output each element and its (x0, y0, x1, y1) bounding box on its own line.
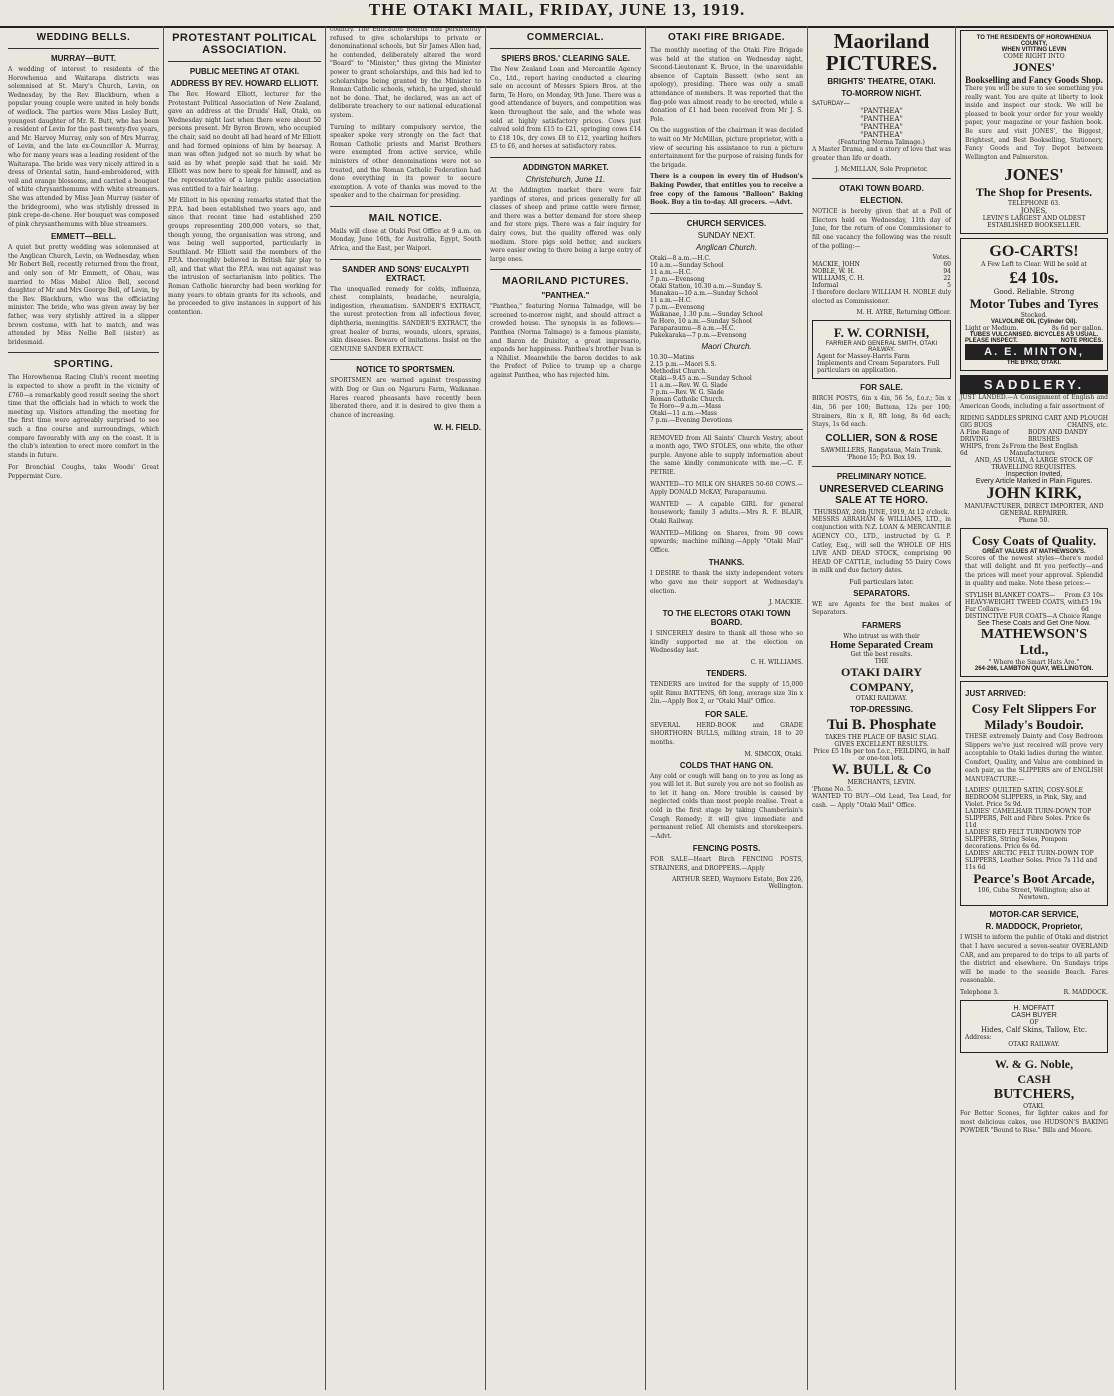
pearces-address: 106, Cuba Street, Wellington; also at Newtown. (977, 887, 1091, 902)
plain-figures: Every Article Marked in Plain Figures. (975, 477, 1093, 485)
coat-item: HEAVY-WEIGHT TWEED COATS, with Fur Collars— (965, 598, 1082, 613)
service-line: 11 a.m.—H.C. (650, 296, 693, 304)
saddlery-item: From the Best English Manufacturers (1009, 442, 1078, 457)
other-services (650, 354, 803, 424)
film-title-list (812, 107, 951, 139)
wanted-girl-notice: WANTED — A capable GIRL for general housework; family 3 adults.—Mrs R. F. BLAIR, Otaki Railway. (650, 500, 803, 526)
fire-brigade-heading: OTAKI FIRE BRIGADE. (667, 32, 786, 43)
ppa-continued-1: country. The Education Boards had persistently refused to give scholarships to private or denominational schools, but Sir James Allen had, he contended, deliberately altered the word "Board" to "Minister," thus giving the Minister power to grant scholarships, and this had led to scholarships being granted by the Minister to Roman Catholic schools, which, he urged, should not be done. That, he declared, was an act of deliberate treachery to our national educational system. (330, 26, 481, 119)
stocked: Stocked. (1020, 312, 1048, 320)
candidate-name: WILLIAMS, C. H. (812, 275, 865, 283)
sunday-next: SUNDAY NEXT. (697, 230, 756, 240)
clearing-sale-date: THURSDAY, 26th JUNE, 1919, At 12 o'clock. (813, 508, 950, 516)
noble-cash: CASH (1017, 1072, 1051, 1087)
election-text: NOTICE is hereby given that at a Poll of Electors held on Wednesday, 11th day of June, for the return of one Commissioner to fill one vacancy the following was the result of the polling:— (812, 208, 951, 250)
best-results: Get the best results. (850, 651, 913, 659)
divider (812, 178, 951, 179)
column-7 (956, 26, 1112, 1390)
bulls-signature: M. SIMCOX, Otaki. (744, 750, 803, 758)
divider (490, 269, 641, 270)
saddlery-row (960, 422, 1108, 429)
service-line: Manakau—10 a.m.—Sunday School (650, 289, 758, 297)
divider (650, 213, 803, 214)
commercial-heading: COMMERCIAL. (526, 32, 605, 43)
divider (330, 259, 481, 260)
masthead (0, 0, 1114, 22)
jones-header-1: TO THE RESIDENTS OF HOROWHENUA COUNTY, (976, 35, 1092, 47)
w-bull-trade: MERCHANTS, LEVIN. (847, 779, 916, 787)
film-title: "PANTHEA" (860, 131, 903, 139)
colds-text: Any cold or cough will hang on to you as long as you will let it. But surely you are not so foolish as to let it hang on. More trouble is caused by neglected colds than most people realise. Treat a cold in the first stage by taking Chamberlain's Cough Remedy; it will give immediate and permanent relief. All chemists and storekeepers.—Advt. (650, 772, 803, 840)
jones-big: JONES' (1004, 165, 1064, 185)
slipper-item: LADIES' ARCTIC FELT TURN-DOWN TOP SLIPPERS, Leather Soles. Price 7s 11d and 11s 6d (965, 850, 1098, 872)
john-kirk: JOHN KIRK, (986, 484, 1082, 502)
motor-tubes: Motor Tubes and Tyres (969, 296, 1099, 312)
clearing-sale-heading: UNRESERVED CLEARING SALE AT TE HORO. (819, 483, 944, 506)
saddlery-travelling: AND, AS USUAL, A LARGE STOCK OF TRAVELLING REQUISITES. (975, 456, 1093, 471)
film-description: A Master Drama, and a story of love that was greater than life or death. (812, 146, 951, 162)
mathewsons-slogan: " Where the Smart Hats Are." (988, 658, 1080, 666)
anglican-services (650, 255, 803, 339)
service-line: 2.15 p.m.—Maori S.S. (650, 360, 717, 368)
vote-row (812, 275, 951, 282)
electors-text: I SINCERELY desire to thank all those who so kindly supported me at the election on Wednesday last. (650, 630, 803, 655)
masthead-title: THE OTAKI MAIL, FRIDAY, JUNE 13, 1919. (368, 0, 746, 19)
saddlery-text: JUST LANDED.—A Consignment of English and American Goods, including a fair assortment of (960, 394, 1108, 410)
sanders-heading: SANDER AND SONS' EUCALYPTI EXTRACT. (342, 264, 469, 283)
maoriland-when: TO-MORROW NIGHT. (841, 89, 922, 98)
sportsmen-text: SPORTSMEN are warned against trespassing with Dog or Gun on Ngaruru Farm, Waikanae. Hares reared pheasants have recently been liberated there, and it is desired to give them a chance of increasing. (330, 377, 481, 419)
moffatt-ad (960, 1000, 1108, 1053)
see-these-coats: See These Coats and Get One Now. (977, 619, 1091, 627)
votes-table (812, 261, 951, 289)
coat-row (965, 592, 1103, 599)
collier-phone: 'Phone 15; P.O. Box 19. (846, 453, 917, 461)
service-line: Methodist Church. (650, 367, 708, 375)
saddlery-item: A Fine Range of DRIVING (960, 428, 1009, 443)
please-inspect: PLEASE INSPECT. (965, 338, 1018, 345)
saddlery-items (960, 415, 1108, 457)
service-line: 11 a.m.—H.C. (650, 268, 693, 276)
tui-takes-place: TAKES THE PLACE OF BASIC SLAG. (824, 734, 939, 742)
service-line: 10 a.m.—Sunday School (650, 261, 724, 269)
moffatt-goods: Hides, Calf Skins, Tallow, Etc. (980, 1026, 1088, 1035)
ppa-article-2: Mr Elliott in his opening remarks stated that the P.P.A. had been established two years ago, and since that recent time had established 250 groups representing 200,000 voters, so that, though young, the organisation was strong, and was being well supported, particularly in Southland. Mr Elliott said the members of the P.P.A. thoroughly believed in British fair play to all, and that what the P.P.A. was out against was the intrusion of sectarianism into politics. The Roman Catholic hierarchy had been working for many years to obtain grants for its schools, and he proceeded to give instances in support of his contention. (168, 197, 321, 316)
jones-name: JONES, (1020, 207, 1048, 216)
dairy-company-name: OTAKI DAIRY COMPANY, (840, 665, 923, 695)
column-2 (164, 26, 326, 1390)
maori-church: Maori Church. (701, 341, 752, 351)
minton-location: THE BYKO, OTAKI. (1006, 360, 1062, 367)
cosy-coats-heading: Cosy Coats of Quality. (971, 532, 1097, 548)
electors-heading: TO THE ELECTORS OTAKI TOWN BOARD. (662, 609, 791, 628)
film-featuring: (Featuring Norma Talmage.) (838, 139, 925, 146)
john-kirk-phone: Phone 50. (1018, 516, 1050, 524)
service-line: 10.30—Matins (650, 353, 695, 361)
birch-posts-text: BIRCH POSTS, 6in x 4in, 56 5s, f.o.r.; 5in x 4in, 56 per 100; Battens, 12s per 100; Strainers, 8in x 8, 8ft long, 8s 6d each; Stays, 1s 6d each. (812, 395, 951, 429)
sportsmen-heading: NOTICE TO SPORTSMEN. (356, 365, 455, 375)
mathewsons-address: 264-266, LAMBTON QUAY, WELLINGTON. (974, 665, 1094, 672)
jones-header-5: Bookselling and Fancy Goods Shop. (965, 75, 1103, 85)
column-6 (808, 26, 956, 1390)
go-carts-quality: Good. Reliable. Strong (993, 288, 1075, 297)
church-services-heading: CHURCH SERVICES. (686, 218, 767, 228)
service-line: Pukekaraka—7 p.m.—Evensong (650, 331, 747, 339)
service-line: Te Horo—9 a.m.—Mass (650, 402, 722, 410)
saddlery-item: CHAINS, etc. (1067, 421, 1108, 429)
service-line: Roman Catholic Church. (650, 395, 725, 403)
candidate-name: Informal (812, 282, 839, 290)
service-line: 11 a.m.—Rev. W. G. Slade (650, 381, 728, 389)
column-3 (326, 26, 486, 1390)
divider (490, 157, 641, 158)
jones-telephone: TELEPHONE 63. (1007, 200, 1060, 208)
anglican-church: Anglican Church. (696, 242, 757, 252)
coat-row (965, 599, 1103, 613)
sporting-article: The Horowhenua Racing Club's recent meeting is expected to show a profit in the vicinity of £760—a remarkably good result seeing the short time that the officials had in which to work the meeting up. Visitors attending the meeting for the first time were agreeably surprised to see such a fine course and surroundings, which compare favourably with any on the coast. It is the club's intention to erect more comfort in the stands in future. (8, 374, 159, 459)
film-proprietor: J. McMILLAN, Sole Proprietor. (835, 166, 928, 174)
sportsmen-signature: W. H. FIELD. (433, 423, 481, 433)
go-carts-price: £4 10s. (1009, 268, 1059, 288)
fire-brigade-text-2: On the suggestion of the chairman it was decided to wait on Mr McMillan, picture proprietor, with a view of securing his assistance to run a picture entertainment for the purpose of raising funds for the brigade. (650, 127, 803, 169)
moffatt-address: OTAKI RAILWAY. (1008, 1041, 1060, 1049)
farmers-text: Who intrust us with their (843, 633, 920, 641)
addington-text: At the Addington market there were fair yardings of stores, and prices generally for all classes of sheep and prime cattle were firmer, and there was a better demand for store sheep and for store pigs. There was a fair inquiry for dairy cows, but the quality offered was only medium. Store pigs sold better, and suckers were easier owing to there being a large entry of large ones. (490, 186, 641, 263)
cornish-trade: FARRIER AND GENERAL SMITH, OTAKI RAILWAY. (825, 341, 938, 354)
jones-header-2: WHEN VITITING LEVIN (1001, 47, 1067, 53)
service-line: 7 p.m.—Evensong (650, 275, 705, 283)
returning-officer: M. H. AYRE, Returning Officer. (856, 309, 951, 317)
service-line: Otaki—8 a.m.—H.C. (650, 254, 711, 262)
column-5 (646, 26, 808, 1390)
ppa-article-1: The Rev. Howard Elliott, lecturer for the Protestant Political Association of New Zealand, gave an address at the Druids' Hall, Otaki, on Wednesday night last when there were about 50 persons present. Mr Byron Brown, who occupied the chair, said no doubt all had heard of Mr Elliott and had formed opinions of him by hearsay. A man was often judged not so much by what he said as by what people said that he said. Mr Elliott was now here to speak for himself, and as the representative of a large public association was entitled to a fair hearing. (168, 91, 322, 193)
candidate-name: NOBLE, W. H. (812, 268, 855, 276)
maddock-proprietor: R. MADDOCK, Proprietor, (985, 922, 1083, 932)
tubes-vulcanised: TUBES VULCANISED. BICYCLES AS USUAL. (969, 332, 1099, 339)
maoriland-title: Maoriland PICTURES. (825, 29, 938, 75)
moffatt-address-label: Address: (965, 1034, 992, 1042)
john-kirk-trade: MANUFACTURER, DIRECT IMPORTER, AND GENERAL REPAIRER. (964, 502, 1104, 517)
maddock-telephone: Telephone 3. (960, 989, 999, 997)
mathewsons-name: MATHEWSON'S Ltd., (980, 626, 1088, 658)
motor-car-service: MOTOR-CAR SERVICE, (989, 910, 1079, 920)
note-prices: NOTE PRICES. (1060, 338, 1103, 345)
votes-header: Votes. (932, 254, 951, 262)
service-line: 7 p.m.—Rev. W. G. Slade (650, 388, 724, 396)
saddlery-row (960, 443, 1108, 457)
coat-item: DISTINCTIVE FUR COATS—A Choice Range (965, 612, 1102, 620)
coat-row (965, 613, 1103, 620)
fire-brigade-text-1: The monthly meeting of the Otaki Fire Brigade was held at the station on Wednesday night, Second-Lieutenant K. Bruce, in the unavoidable absence of Captain Bassett (who sent an apology), presiding. There was only a small attendance of members. It was reported that the flag-pole was almost ready to be erected, while a donation of £1 had been received from Mr J. S. Pole. (650, 47, 803, 123)
wedding-subheading-2: EMMETT—BELL. (51, 232, 116, 242)
film-title: "PANTHEA" (860, 115, 903, 123)
coat-item: STYLISH BLANKET COATS— (965, 591, 1056, 599)
fencing-heading: FENCING POSTS. (692, 844, 761, 854)
slipper-list (965, 787, 1103, 871)
service-line: 7 p.m.—Evensong (650, 303, 705, 311)
wedding-article-2: A quiet but pretty wedding was solemnised at the Anglican Church, Levin, on Wednesday, when Mr Robert Bell, recently returned from the front, and only son of Mr Emmett, of Ohau, was married to Miss Mabel Alice Bell, second daughter of Mr and Mrs George Bell, of Levin, by the Rev. Blackburn, who was the officiating minister. The bride, who was given away by her father, was very stylishly attired in a slipper brown costume, with hat to match, and was attended by Miss Nellie Bell (sister) as bridesmaid. (8, 244, 159, 346)
ppa-subheading-1: PUBLIC MEETING AT OTAKI. (189, 67, 300, 76)
service-line: Waikanae, 1.30 p.m.—Sunday School (650, 310, 763, 318)
mail-notice-heading: MAIL NOTICE. (368, 212, 443, 224)
baking-powder-ad: For Better Scones, for lighter cakes and for most delicious cakes, use HUDSON'S BAKING POWDER "Bound to Rise." Bills and Moore. (960, 1110, 1108, 1135)
full-particulars: Full particulars later. (849, 578, 914, 586)
minton-name: A. E. MINTON, (965, 344, 1103, 360)
go-carts-heading: GO-CARTS! (989, 243, 1079, 261)
moffatt-cash-buyer: CASH BUYER (1011, 1012, 1057, 1020)
top-dressing-heading: TOP-DRESSING. (850, 705, 913, 715)
candidate-votes: 60 (943, 261, 951, 269)
go-carts-text: A Few Left to Clear. Will be sold at (981, 261, 1087, 269)
election-declaration: I therefore declare WILLIAM H. NOBLE duly elected as Commissioner. (812, 289, 951, 305)
divider (650, 429, 803, 430)
inspection-invited: Inspection Invited, (1005, 470, 1063, 478)
separators-heading: SEPARATORS. (853, 588, 910, 598)
collier-trade: SAWMILLERS, Rangataua, Main Trunk. (820, 446, 943, 454)
coat-price: From £3 10s (1064, 591, 1103, 599)
separators-text: WE are Agents for the best makes of Separators. (812, 600, 951, 617)
service-line: Paraparaumu—8 a.m.—H.C. (650, 324, 736, 332)
farmers-heading: FARMERS (861, 621, 902, 631)
ppa-continued-2: Turning to military compulsory service, the speaker spoke very strongly on the fact that Roman Catholic priests and Marist Brothers were exempted from active service, while ministers of other denominations were not so treated, and the Roman Catholic Federation had done everything in its power to secure exemption. A vote of thanks was moved to the speaker and to the chairman for presiding. (330, 123, 481, 200)
vote-row (812, 268, 951, 275)
ppa-heading: PROTESTANT POLITICAL ASSOCIATION. (172, 32, 317, 56)
wedding-article-1: A wedding of interest to residents of the Horowhenua and Waitarapa districts was solemnised at St. Mary's Church, Levin, on Wednesday, by the Rev. Blackburn, when a popular young couple were united in holy bonds of wedlock. The parties were Miss Lesley Butt, youngest daughter of Mr. R. Butt, who has been a resident of Levin for the past twenty-five years, and Mr. Harvey Murray, only son of Mrs Murray, of Levin, and the late ex-Councillor A. Murray, who for many years was a leading resident of the Waitarapa. The bride was very nicely attired in a dress of Oriental satin, hand-embroidered, with veil and orange blossoms, and carried a bouquet of white chrysanthemums with white streamers. She was attended by Miss Jean Murray (sister of the bridegroom), who was stylishly dressed in pink crepe-de-chene. Her bouquet was composed of pink chrysanthemums with blue streamers. (8, 66, 159, 228)
mail-notice-text: Mails will close at Otaki Post Office at 9 a.m. on Monday, June 16th, for Australia, Egypt, South Africa, and the East, per Waipori. (330, 227, 481, 253)
for-sale-heading: FOR SALE. (705, 709, 748, 719)
service-line: Otaki—11 a.m.—Mass (650, 409, 717, 417)
jones-sub: LEVIN'S LARGEST AND OLDEST ESTABLISHED BOOKSELLER. (982, 215, 1086, 230)
wanted-lead-text: WANTED TO BUY—Old Lead, Tea Lead, for cash. — Apply "Otaki Mail" Office. (812, 793, 951, 809)
pearces-name: Pearce's Boot Arcade, (973, 871, 1095, 887)
dairy-company-location: OTAKI RAILWAY. (855, 695, 908, 703)
minton-ad (960, 238, 1108, 371)
the-label: THE (874, 658, 889, 666)
noble-name: W. & G. Noble, (994, 1057, 1074, 1072)
ppa-subheading-2: ADDRESS BY REV. HOWARD ELLIOTT. (170, 79, 319, 88)
valvoline-price: 8s 6d per gallon. (1051, 325, 1103, 333)
maoriland-pictures-heading: MAORILAND PICTURES. (502, 276, 629, 288)
cornish-agent: Agent for Massey-Harris Farm Implements and Cream Separators. Full particulars on application. (817, 353, 940, 375)
moffatt-of: OF (1029, 1019, 1039, 1027)
felt-slippers-heading: Cosy Felt Slippers For Milady's Boudoir. (971, 700, 1097, 732)
coat-price-list (965, 592, 1103, 620)
mathewsons-ad (960, 528, 1108, 677)
collier-name: COLLIER, SON & ROSE (825, 432, 938, 444)
pearces-ad (960, 681, 1108, 907)
for-sale-heading: FOR SALE. (860, 383, 903, 393)
saddlery-row (960, 415, 1108, 422)
noble-location: OTAKI. (1023, 1103, 1045, 1111)
saddlery-banner: SADDLERY. (960, 375, 1108, 394)
wanted-milking-notice: WANTED—Milking on Shares, from 90 cows upwards; machine milking.—Apply "Otaki Mail" Office. (650, 529, 803, 554)
divider (490, 48, 641, 49)
cosy-coats-sub: GREAT VALUES AT MATHEWSON'S. (982, 548, 1086, 555)
jones-header-3: COME RIGHT INTO (1003, 53, 1065, 60)
coat-price: £5 19s 6d (1081, 598, 1102, 613)
sanders-text: The unequalled remedy for colds, influenza, chest complaints, headache, neuralgia, indigestion, rheumatism. SANDER'S EXTRACT, the surest protection from all infectious fever, diphtheria, meningitis. SANDER'S EXTRACT, the great healer of burns, wounds, ulcers, sprains, skin diseases. Beware of imitations. Insist on the GENUINE SANDER EXTRACT. (330, 285, 481, 353)
town-board-heading: OTAKI TOWN BOARD. (839, 184, 924, 194)
thanks-text: I DESIRE to thank the sixty independent voters who gave me their support at Wednesday's election. (650, 570, 803, 595)
jones-header-4: JONES' (1012, 60, 1055, 74)
divider (8, 352, 159, 353)
clearing-sale-text: MESSRS ABRAHAM & WILLIAMS, LTD., in conjunction with N.Z. LOAN & MERCANTILE AGENCY CO., LTD., instructed by G. P. Catley, Esq., will sell the WHOLE OF HIS LIVE AND DEAD STOCK, comprising 90 HEAD OF CATTLE, including 55 Dairy Cows in milk and due factory dates. (812, 515, 951, 575)
w-bull-phone: 'Phone No. 5. (812, 786, 853, 794)
wedding-heading: WEDDING BELLS. (36, 32, 131, 43)
jones-ad (960, 30, 1108, 234)
cosy-coats-text: Scores of the newest styles—there's model that will delight and fit you perfectly—and the prices will meet your approval. Splendid in quality and make. Note these prices:— (965, 554, 1103, 588)
saddlery-item: BODY AND DANDY BRUSHES (1027, 428, 1088, 443)
film-title: "PANTHEA" (860, 123, 903, 131)
divider (330, 206, 481, 207)
jones-text: There you will be sure to see something you really want. You are quite at liberty to look inside and inspect our stock. We will be pleased to book your order for your weekly paper, your magazine or your fashion book. Be sure and visit JONES', the Biggest, Brightest, and Best Bookselling, Stationery, Fancy Goods and Toy Depot between Wellington and Palmerston. (965, 85, 1103, 161)
sporting-heading: SPORTING. (53, 359, 114, 371)
thanks-signature: J. MACKIE. (769, 599, 803, 607)
film-title: "PANTHEA" (860, 107, 903, 115)
hudson-coupon-ad: There is a coupon in every tin of Hudson's Baking Powder, that entitles you to receive a free copy of the famous "Balloon" Baking Book. Buy a tin to-day. All grocers. —Advt. (650, 173, 803, 207)
maddock-footer (960, 989, 1108, 996)
vote-row (812, 261, 951, 268)
cough-ad: For Bronchial Coughs, take Woods' Great Peppermint Cure. (8, 464, 159, 480)
fencing-text: FOR SALE—Heart Birch FENCING POSTS, STRAINERS, and DROPPERS.—Apply (650, 856, 803, 872)
felt-slippers-text: THESE extremely Dainty and Cosy Bedroom Slippers we've just received will prove very acceptable to Otaki ladies during the winter. Comfort, Quality, and Value are combined in each pair, as the SLIPPERS are of ENGLISH MANUFACTURE:— (965, 732, 1103, 783)
valvoline-row (965, 325, 1103, 332)
cornish-ad (812, 320, 951, 379)
tui-phosphate: Tui B. Phosphate (826, 717, 937, 734)
service-line: Otaki Station, 10.30 a.m.—Sunday S. (650, 282, 763, 290)
jones-shop-for-presents: The Shop for Presents. (975, 185, 1093, 200)
tenders-heading: TENDERS. (706, 668, 747, 678)
electors-signature: C. H. WILLIAMS. (750, 658, 803, 666)
wanted-milk-notice: WANTED—TO MILK ON SHARES 50-60 COWS.—Apply DONALD McKAY, Paraparaumu. (650, 480, 803, 497)
addington-dateline: Christchurch, June 11. (525, 174, 606, 184)
slipper-item: LADIES' CAMELHAIR TURN-DOWN TOP SLIPPERS, Felt and Fibre Soles. Price 6s 11d (965, 808, 1092, 830)
candidate-votes: 5 (947, 282, 951, 290)
spiers-heading: SPIERS BROS.' CLEARING SALE. (501, 54, 630, 63)
saddlery-item: SPRING CART AND PLOUGH (1017, 414, 1108, 422)
wedding-subheading-1: MURRAY—BUTT. (50, 54, 117, 63)
fencing-signature: ARTHUR SEED, Waymore Estate, Box 226, Wellington. (672, 876, 803, 891)
valvoline-grade: Light or Medium. (965, 325, 1019, 333)
service-line: Te Horo, 10 a.m.—Sunday School (650, 317, 752, 325)
divider (168, 61, 321, 62)
just-arrived: JUST ARRIVED: (965, 688, 1027, 698)
saddlery-item: RIDING SADDLES (960, 414, 1017, 422)
saddlery-row (960, 429, 1108, 443)
slipper-item: LADIES' QUILTED SATIN, COSY-SOLE BEDROOM SLIPPERS, in Pink, Sky, and Violet. Price 5s 9d. (965, 787, 1087, 809)
saddlery-item: GIG BUGS (960, 421, 993, 429)
saddlery-item: WHIPS, from 2s 6d (960, 442, 1009, 457)
panthea-subheading: "PANTHEA." (541, 291, 590, 301)
divider (812, 466, 951, 467)
divider (8, 48, 159, 49)
panthea-text: "Panthea," featuring Norma Talmadge, will be screened to-morrow night, and should attract a crowded house. The synopsis is as follows:—Panthea (Norma Talmage) is a famous pianiste, and Baron de Duisitor, a great impresario, expands her happiness. Panthea's brother Ivan is a Nihilist. Meanwhile the baron decides to ask the Prefect of Police to trump up a charge against Panthea, who has rejected him. (490, 303, 641, 380)
tui-price: Price £5 10s per ton f.o.r., FEILDING, in half or one-ton lots. (813, 748, 950, 763)
colds-heading: COLDS THAT HANG ON. (679, 760, 774, 770)
election-heading: ELECTION. (860, 196, 903, 206)
thanks-heading: THANKS. (708, 558, 745, 568)
addington-heading: ADDINGTON MARKET. (522, 162, 609, 172)
column-1 (4, 26, 164, 1390)
preliminary-notice: PRELIMINARY NOTICE. (836, 471, 927, 481)
divider (330, 359, 481, 360)
valvoline: VALVOLINE OIL (Cylinder Oil). (990, 319, 1077, 326)
maddock-signature: R. MADDOCK. (1063, 989, 1108, 997)
tui-results: GIVES EXCELLENT RESULTS. (834, 741, 929, 749)
cornish-name: F. W. CORNISH, (833, 325, 930, 341)
w-bull-name: W. BULL & Co (831, 762, 932, 779)
vote-row (812, 282, 951, 289)
tenders-text: TENDERS are invited for the supply of 15,000 split Rimu BATTENS, 6ft long, average size 3in x 2in.—Apply Box 2, or "Otaki Mail" Office. (650, 680, 803, 706)
removed-stoles-notice: REMOVED from All Saints' Church Vestry, about a month ago, TWO STOLES, one white, the other purple. Anyone able to supply information about the same kindly communicate with me.—C. F. PETRIE. (650, 434, 803, 477)
moffatt-name: H. MOFFATT (1013, 1005, 1055, 1013)
bulls-text: SEVERAL HERD-BOOK and GRADE SHORTHORN BULLS, milking strain, 18 to 20 months. (650, 721, 803, 746)
service-line: Otaki—9.45 a.m.—Sunday School (650, 374, 752, 382)
candidate-votes: 22 (943, 275, 951, 283)
maddock-text: I WISH to inform the public of Otaki and district that I have secured a seven-seater OVERLAND CAR, and am prepared to do trips to all parts of the district and elsewhere. On Sundays trips will be made to the seaside Beach. Fares reasonable. (960, 934, 1108, 985)
candidate-name: MACKIE, JOHN (812, 261, 860, 269)
spiers-text: The New Zealand Loan and Mercantile Agency Co., Ltd., report having conducted a clearing sale on account of Messrs Spiers Bros. at the farm, Te Horo, on Monday, 9th June. There was a good attendance of buyers, and competition was keen throughout the sale, and the whole was sold at highly satisfactory prices. Cows just calved sold from £15 to £21, springing cows £14 to £18 10s, dry cows £8 to £12, yearling heifers £5 to £6, and horses at satisfactory rates. (490, 66, 641, 151)
noble-butchers: BUTCHERS, (993, 1087, 1075, 1103)
column-4 (486, 26, 646, 1390)
maoriland-day: SATURDAY— (812, 101, 850, 107)
service-line: 7 p.m.—Evening Devotions (650, 416, 733, 424)
home-separated-cream: Home Separated Cream (829, 640, 934, 652)
candidate-votes: 94 (943, 268, 951, 276)
maoriland-venue: BRIGHTS' THEATRE, OTAKI. (827, 77, 936, 86)
slipper-item: LADIES' RED FELT TURNDOWN TOP SLIPPERS, String Soles, Pompom decorations. Price 6s 6d. (965, 829, 1081, 851)
